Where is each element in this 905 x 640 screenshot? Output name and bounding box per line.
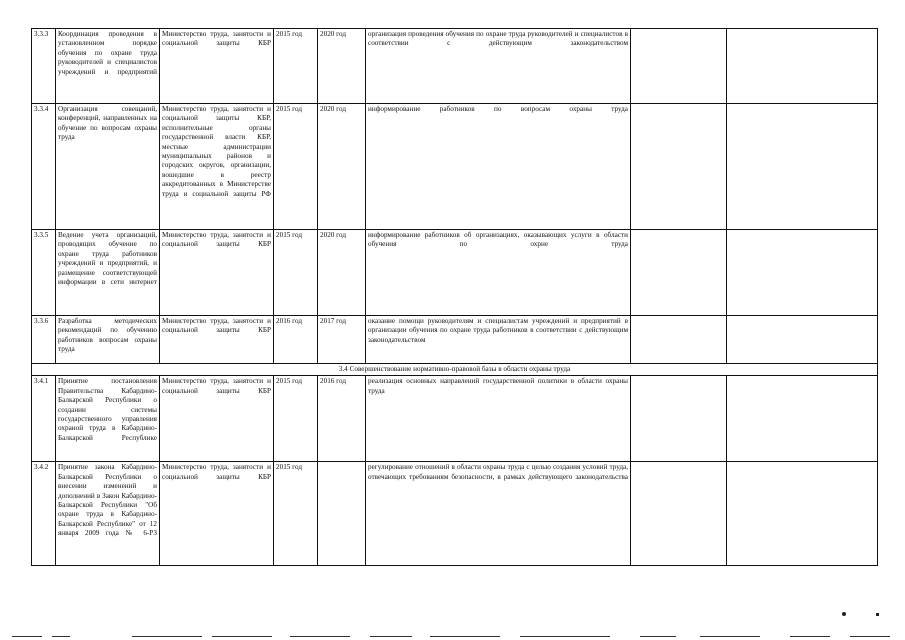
- activity-name: [56, 462, 160, 566]
- scan-edge-line: [790, 636, 830, 637]
- empty-cell: [727, 316, 878, 364]
- table-row: [32, 29, 878, 104]
- activity-name: [56, 376, 160, 462]
- scan-edge-line: [370, 636, 412, 637]
- executor-text: Министерство труда, занятости и социальной защиты КБР, исполнительные органы государственной власти КБР, местные администрации муниципальных районов и городских округов, организации, вошедшие в реестр аккредитованных в Министерстве труда и социальной защиты РФ: [162, 105, 271, 198]
- empty-cell: [727, 104, 878, 230]
- executor-text: Министерство труда, занятости и социальной защиты КБР: [162, 463, 271, 481]
- empty-cell: [631, 376, 727, 462]
- executor-text: Министерство труда, занятости и социальной защиты КБР: [162, 231, 271, 249]
- action-plan-table: [31, 28, 878, 566]
- scan-edge-line: [12, 636, 42, 637]
- section-heading-row: [32, 364, 878, 376]
- activity-name: [56, 230, 160, 316]
- expected-result: [366, 376, 631, 462]
- executor-text: Министерство труда, занятости и социальной защиты КБР: [162, 377, 271, 395]
- table-row: [32, 230, 878, 316]
- start-year: 2015 год: [274, 104, 318, 230]
- row-number: 3.4.2: [32, 462, 56, 566]
- row-number: 3.3.6: [32, 316, 56, 364]
- end-year: 2016 год: [318, 376, 366, 462]
- activity-name: [56, 29, 160, 104]
- expected-result-text: организация проведения обучения по охране труда руководителей и специалистов в соответствии с действующим законодательством: [368, 30, 628, 48]
- expected-result-text: информирование работников по вопросам охраны труда: [368, 105, 628, 113]
- empty-cell: [727, 29, 878, 104]
- end-year: 2020 год: [318, 104, 366, 230]
- empty-cell: [727, 462, 878, 566]
- start-year: 2016 год: [274, 316, 318, 364]
- start-year: 2015 год: [274, 376, 318, 462]
- executor: [160, 376, 274, 462]
- empty-cell: [631, 230, 727, 316]
- executor: [160, 230, 274, 316]
- executor: [160, 104, 274, 230]
- activity-name-text: Принятие постановления Правительства Кабардино-Балкарской Республики о создании системы государственного управления охраной труда в Кабардино-Балкарской Республике: [58, 377, 157, 442]
- activity-name-text: Разработка методических рекомендаций по обучению работников вопросам охраны труда: [58, 317, 157, 354]
- activity-name-text: Организация совещаний, конференций, направленных на обучение по вопросам охраны труда: [58, 105, 157, 142]
- empty-cell: [727, 230, 878, 316]
- empty-cell: [631, 29, 727, 104]
- expected-result: [366, 29, 631, 104]
- table-row: [32, 316, 878, 364]
- activity-name: [56, 104, 160, 230]
- scan-edge-line: [290, 636, 350, 637]
- row-number: 3.4.1: [32, 376, 56, 462]
- end-year: 2020 год: [318, 29, 366, 104]
- scan-speck: [876, 613, 879, 616]
- expected-result-text: информирование работников об организациях, оказывающих услуги в области обучения по охрне труда: [368, 231, 628, 249]
- row-number: 3.3.3: [32, 29, 56, 104]
- expected-result-text: реализация основных направлений государственной политики в области охраны труда: [368, 377, 628, 395]
- expected-result: [366, 316, 631, 364]
- scan-edge-line: [430, 636, 500, 637]
- executor: [160, 462, 274, 566]
- end-year: [318, 462, 366, 566]
- start-year: 2015 год: [274, 230, 318, 316]
- end-year: 2017 год: [318, 316, 366, 364]
- activity-name-text: Ведение учета организаций, проводящих обучение по охране труда работников учреждений и предприятий, и размещение соответствующей информации в сети интернет: [58, 231, 157, 287]
- executor: [160, 316, 274, 364]
- end-year: 2020 год: [318, 230, 366, 316]
- scan-edge-line: [700, 636, 760, 637]
- empty-cell: [631, 104, 727, 230]
- expected-result: [366, 230, 631, 316]
- scan-speck: [842, 612, 846, 616]
- expected-result-text: регулирование отношений в области охраны труда с целью создания условий труда, отвечающих требованиям безопасности, в рамках действующего законодательства: [368, 463, 628, 481]
- executor-text: Министерство труда, занятости и социальной защиты КБР: [162, 30, 271, 48]
- empty-cell: [631, 316, 727, 364]
- scan-edge-line: [520, 636, 610, 637]
- row-number: 3.3.4: [32, 104, 56, 230]
- expected-result: [366, 462, 631, 566]
- start-year: 2015 год: [274, 29, 318, 104]
- table-row: [32, 104, 878, 230]
- expected-result: [366, 104, 631, 230]
- empty-cell: [631, 462, 727, 566]
- row-number: 3.3.5: [32, 230, 56, 316]
- scan-edge-line: [640, 636, 676, 637]
- scan-edge-line: [52, 636, 70, 637]
- executor: [160, 29, 274, 104]
- scan-edge-line: [850, 636, 890, 637]
- empty-cell: [727, 376, 878, 462]
- activity-name: [56, 316, 160, 364]
- executor-text: Министерство труда, занятости и социальной защиты КБР: [162, 317, 271, 335]
- activity-name-text: Координация проведения в установленном порядке обучения по охране труда руководителей и специалистов учреждений и предприятий: [58, 30, 157, 76]
- activity-name-text: Принятие закона Кабардино-Балкарской Республики о внесении изменений и дополнений в Закон Кабардино-Балкарской Республики "Об охране труда в Кабардино-Балкарской Республике" от 12 января 2009 года № 6-РЗ: [58, 463, 157, 538]
- section-title: 3.4 Совершенствование нормативно-правовой базы в области охраны труда: [32, 364, 878, 376]
- start-year: 2015 год: [274, 462, 318, 566]
- scan-edge-line: [212, 636, 272, 637]
- scan-edge-line: [132, 636, 202, 637]
- expected-result-text: оказание помощи руководителям и специалистам учреждений и предприятий в организации обучения по охране труда работников в соответствии с действующим законодательством: [368, 317, 628, 344]
- table-row: [32, 462, 878, 566]
- table-row: [32, 376, 878, 462]
